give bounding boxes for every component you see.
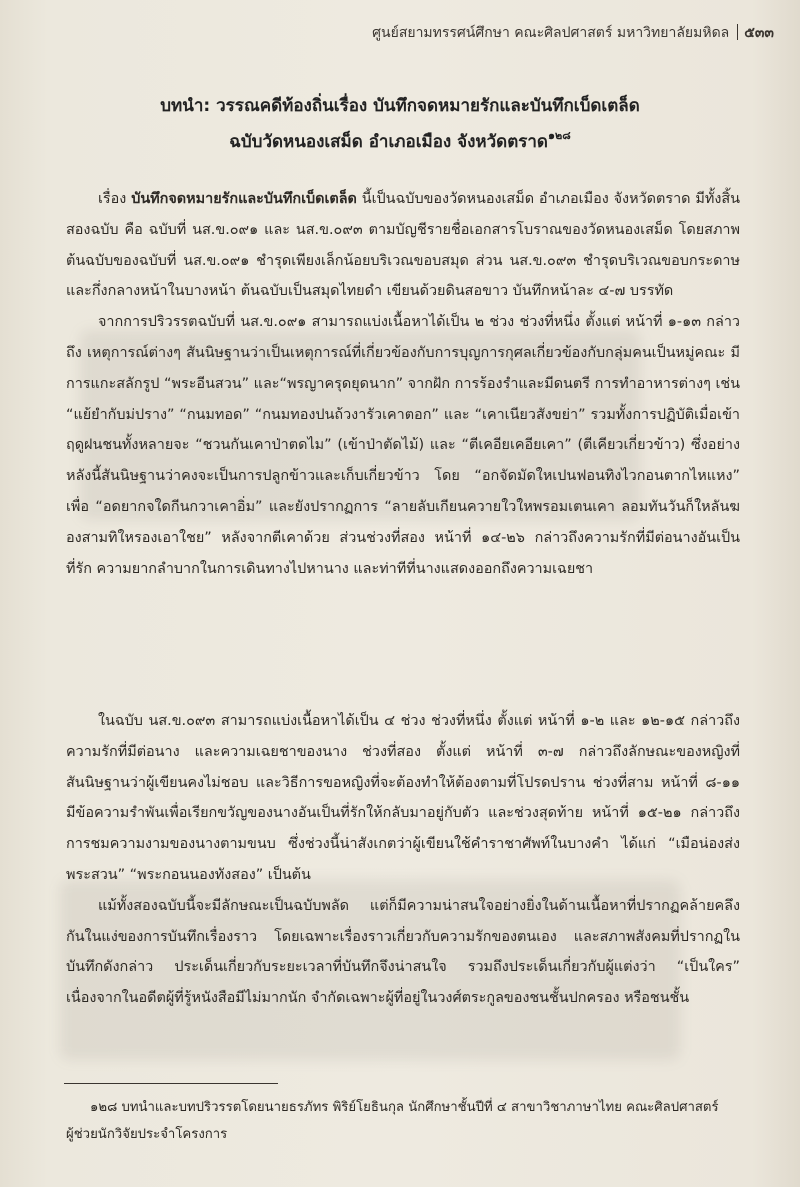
footnote	[66, 1094, 756, 1148]
chapter-title-line-1: บทนำ: วรรณคดีท้องถิ่นเรื่อง บันทึกจดหมายรักและบันทึกเบ็ดเตล็ด	[160, 96, 640, 116]
body-text-block-1	[66, 184, 740, 584]
running-title: ศูนย์สยามทรรศน์ศึกษา คณะศิลปศาสตร์ มหาวิทยาลัยมหิดล	[372, 25, 730, 41]
paragraph-1: เรื่อง บันทึกจดหมายรักและบันทึกเบ็ดเตล็ด นี้เป็นฉบับของวัดหนองเสม็ด อำเภอเมือง จังหวัดตราด มีทั้งสิ้นสองฉบับ คือ ฉบับที่ นส.ข.๐๙๑ และ นส.ข.๐๙๓ ตามบัญชีรายชื่อเอกสารโบราณของวัดหนองเสม็ด โดยสภาพต้นฉบับของฉบับที่ นส.ข.๐๙๑ ชำรุดเพียงเล็กน้อยบริเวณขอบสมุด ส่วน นส.ข.๐๙๓ ชำรุดบริเวณขอบกระดาษและกึ่งกลางหน้าในบางหน้า ต้นฉบับเป็นสมุดไทยดำ เขียนด้วยดินสอขาว บันทึกหน้าละ ๔-๗ บรรทัด	[66, 191, 740, 300]
footnote-line-1: ๑๒๘ บทนำและบทปริวรรตโดยนายธรภัทร พิริย์โยธินกุล นักศึกษาชั้นปีที่ ๔ สาขาวิชาภาษาไทย คณะศิลปศาสตร์	[90, 1100, 719, 1115]
paragraph-3: ในฉบับ นส.ข.๐๙๓ สามารถแบ่งเนื้อหาได้เป็น ๔ ช่วง ช่วงที่หนึ่ง ตั้งแต่ หน้าที่ ๑-๒ และ ๑๒-๑๕ กล่าวถึง ความรักที่มีต่อนาง และความเฉยชาของนาง ช่วงที่สอง ตั้งแต่ หน้าที่ ๓-๗ กล่าวถึงลักษณะของหญิงที่สันนิษฐานว่าผู้เขียนคงไม่ชอบ และวิธีการขอหญิงที่จะต้องทำให้ต้องตามที่โปรดปราน ช่วงที่สาม หน้าที่ ๘-๑๑ มีข้อความรำพันเพื่อเรียกขวัญของนางอันเป็นที่รักให้กลับมาอยู่กับตัว และช่วงสุดท้าย หน้าที่ ๑๕-๒๑ กล่าวถึงการชมความงามของนางตามขนบ ซึ่งช่วงนี้น่าสังเกตว่าผู้เขียนใช้คำราชาศัพท์ในบางคำ ได้แก่ “เมือน่องส่งพระสวน” “พระกอนนองทังสอง” เป็นต้น	[66, 713, 740, 883]
chapter-title-line-2: ฉบับวัดหนองเสม็ด อำเภอเมือง จังหวัดตราด$^{๑๒๘}$	[229, 129, 571, 152]
footnote-reference: ๑๒๘	[547, 129, 571, 142]
running-header	[372, 22, 774, 44]
footnote-divider	[64, 1083, 278, 1084]
footnote-number: ๑๒๘	[90, 1100, 118, 1115]
header-divider	[737, 24, 738, 40]
page-number: ๕๓๓	[744, 25, 774, 41]
footnote-line-2: ผู้ช่วยนักวิจัยประจำโครงการ	[66, 1127, 228, 1142]
paragraph-2: จากการปริวรรตฉบับที่ นส.ข.๐๙๑ สามารถแบ่งเนื้อหาได้เป็น ๒ ช่วง ช่วงที่หนึ่ง ตั้งแต่ หน้าที่ ๑-๑๓ กล่าวถึง เหตุการณ์ต่างๆ สันนิษฐานว่าเป็นเหตุการณ์ที่เกี่ยวข้องกับการบุญการกุศลเกี่ยวข้องกับกลุ่มคนเป็นหมู่คณะ มีการแกะสลักรูป “พระอีนสวน” และ“พรญาครุดยุดนาก” จากฝัก การร้องรำและมีดนตรี การทำอาหารต่างๆ เช่น “แย้ยำกับม่ปราง” “กนมทอด” “กนมทองปนถ้วงารัวเคาตอก” และ “เคาเนียวสังขย่า” รวมทั้งการปฏิบัติเมื่อเข้าฤดูฝนชนทั้งหลายจะ “ชวนกันเคาป่าตดไม” (เข้าป่าตัดไม้) และ “ตีเคอียเคอียเคา” (ตีเคียวเกี่ยวข้าว) ซึ่งอย่างหลังนี้สันนิษฐานว่าคงจะเป็นการปลูกข้าวและเก็บเกี่ยวข้าว โดย “อกจัดมัดใหเปนฟอนทิงไวกอนตากไหแหง” เพื่อ “อดยากจใดกีนกวาเคาอิ่ม” และยังปรากฏการ “ลายลับเกียนควายใวใหพรอมเตนเคา ลอมทันวันก็ใหลันฆองสามทิใหรองเอาใชย” หลังจากตีเคาด้วย ส่วนช่วงที่สอง หน้าที่ ๑๔-๒๖ กล่าวถึงความรักที่มีต่อนางอันเป็นที่รัก ความยากลำบากในการเดินทางไปหานาง และท่าทีที่นางแสดงออกถึงความเฉยชา	[66, 314, 740, 577]
work-title: บันทึกจดหมายรักและบันทึกเบ็ดเตล็ด	[131, 191, 357, 207]
paragraph-4: แม้ทั้งสองฉบับนี้จะมีลักษณะเป็นฉบับพลัด แต่ก็มีความน่าสนใจอย่างยิ่งในด้านเนื้อหาที่ปรากฏคล้ายคลึงกันในแง่ของการบันทึกเรื่องราว โดยเฉพาะเรื่องราวเกี่ยวกับความรักของตนเอง และสภาพสังคมที่ปรากฏในบันทึกดังกล่าว ประเด็นเกี่ยวกับระยะเวลาที่บันทึกจึงน่าสนใจ รวมถึงประเด็นเกี่ยวกับผู้แต่งว่า “เป็นใคร” เนื่องจากในอดีตผู้ที่รู้หนังสือมีไม่มากนัก จำกัดเฉพาะผู้ที่อยู่ในวงศ์ตระกูลของชนชั้นปกครอง หรือชนชั้น	[66, 897, 740, 1007]
body-text-block-2	[66, 706, 740, 1014]
